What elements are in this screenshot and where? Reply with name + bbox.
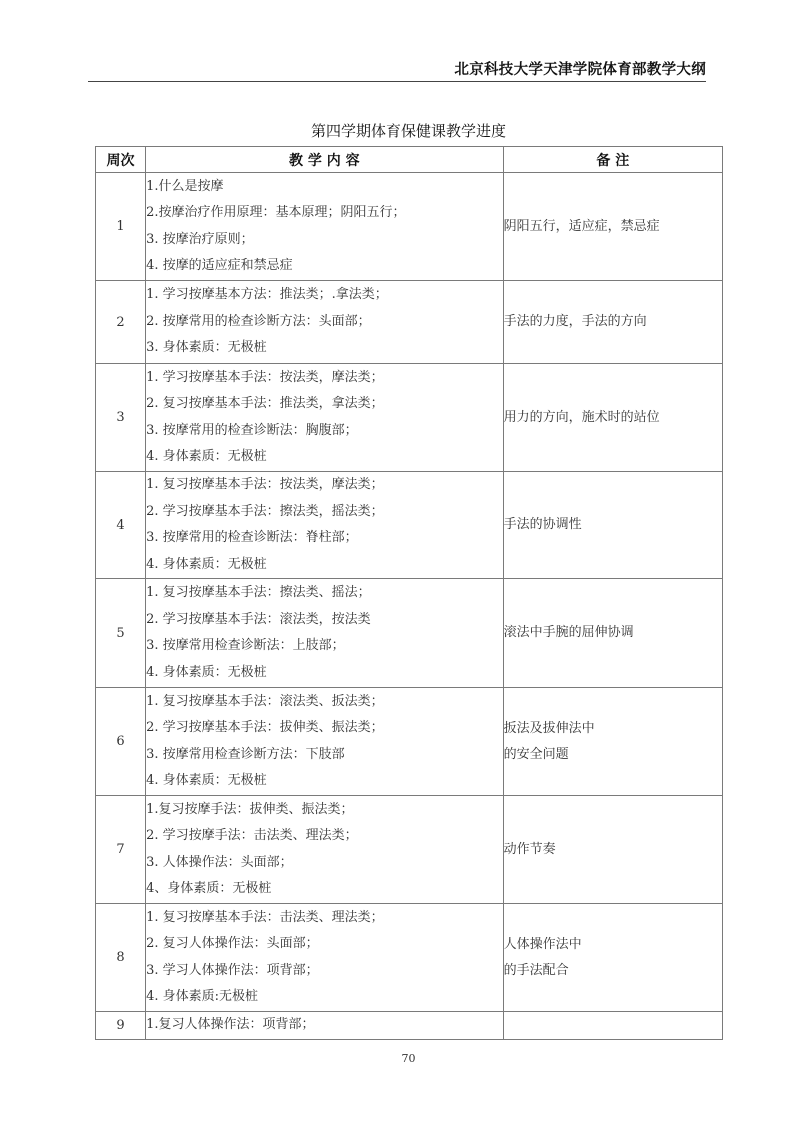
teaching-content xyxy=(146,579,504,688)
note-line: 动作节奏 xyxy=(503,841,556,857)
content-item: 4、身体素质：无极桩 xyxy=(146,881,272,896)
content-item: 1. 复习按摩基本手法：按法类，摩法类； xyxy=(146,477,384,492)
note-line: 滚法中手腕的屈伸协调 xyxy=(503,625,634,640)
content-item: 4. 身体素质：无极桩 xyxy=(146,556,267,572)
teaching-content xyxy=(146,281,504,364)
week-number: 9 xyxy=(96,1012,146,1040)
table-header-row xyxy=(96,147,723,173)
header-rule xyxy=(88,81,706,82)
note xyxy=(503,281,722,364)
week-number: 3 xyxy=(96,364,146,472)
content-item: 3. 按摩常用检查诊断法：上肢部； xyxy=(146,638,345,653)
content-item: 1. 学习按摩基本方法：推法类；.拿法类； xyxy=(146,287,388,303)
content-item: 2.按摩治疗作用原理：基本原理；阴阳五行； xyxy=(146,205,406,220)
content-item: 1. 学习按摩基本手法：按法类，摩法类； xyxy=(146,369,384,385)
content-item: 4. 身体素质：无极桩 xyxy=(146,664,267,680)
note-line: 手法的协调性 xyxy=(503,517,582,532)
note xyxy=(503,688,722,796)
note-line: 手法的力度，手法的方向 xyxy=(503,314,647,329)
note-line: 人体操作法中 xyxy=(503,936,582,952)
content-item: 1. 复习按摩基本手法：滚法类、扳法类； xyxy=(146,693,384,709)
note-line: 阴阳五行，适应症，禁忌症 xyxy=(503,218,660,234)
table-row xyxy=(96,364,723,472)
table-row xyxy=(96,579,723,688)
teaching-content xyxy=(146,1012,504,1040)
content-item: 4. 身体素质：无极桩 xyxy=(146,773,267,788)
content-item: 4. 身体素质:无极桩 xyxy=(146,989,258,1004)
week-number: 1 xyxy=(96,173,146,281)
content-item: 2. 学习按摩基本手法：擦法类，摇法类； xyxy=(146,503,384,519)
note xyxy=(503,796,722,904)
content-item: 1. 复习按摩基本手法：击法类、理法类； xyxy=(146,909,384,925)
week-number: 2 xyxy=(96,281,146,364)
week-number: 8 xyxy=(96,904,146,1012)
content-item: 3. 身体素质：无极桩 xyxy=(146,340,267,356)
content-item: 3. 按摩常用的检查诊断法：脊柱部； xyxy=(146,530,358,545)
header-note: 备 注 xyxy=(503,147,722,173)
content-item: 3. 按摩治疗原则； xyxy=(146,231,254,247)
note-line: 的手法配合 xyxy=(503,962,569,978)
week-number: 5 xyxy=(96,579,146,688)
content-item: 3. 学习人体操作法：项背部； xyxy=(146,962,319,978)
content-item: 2. 学习按摩基本手法：拔伸类、振法类； xyxy=(146,720,384,735)
header-week: 周次 xyxy=(96,147,146,173)
content-item: 1.复习按摩手法：拔伸类、振法类； xyxy=(146,801,354,817)
note-line: 扳法及拔伸法中 xyxy=(503,720,595,736)
content-item: 2. 复习人体操作法：头面部； xyxy=(146,936,319,951)
table-row xyxy=(96,472,723,579)
content-item: 1. 复习按摩基本手法：擦法类、摇法； xyxy=(146,585,371,600)
note xyxy=(503,173,722,281)
content-item: 1.复习人体操作法：项背部； xyxy=(146,1017,315,1032)
table-row xyxy=(96,688,723,796)
table-row xyxy=(96,904,723,1012)
table-row xyxy=(96,1012,723,1040)
teaching-content xyxy=(146,796,504,904)
content-item: 3. 按摩常用的检查诊断法：胸腹部； xyxy=(146,422,358,438)
note xyxy=(503,579,722,688)
content-item: 3. 人体操作法：头面部； xyxy=(146,854,293,870)
teaching-schedule-table xyxy=(95,146,723,1040)
week-number: 7 xyxy=(96,796,146,904)
page-number: 70 xyxy=(401,1052,416,1065)
note xyxy=(503,1012,722,1040)
table-row xyxy=(96,281,723,364)
teaching-content xyxy=(146,173,504,281)
content-item: 2. 学习按摩手法：击法类、理法类； xyxy=(146,828,358,843)
content-item: 4. 按摩的适应症和禁忌症 xyxy=(146,258,293,273)
table-row xyxy=(96,173,723,281)
teaching-content xyxy=(146,688,504,796)
content-item: 4. 身体素质：无极桩 xyxy=(146,449,267,464)
table-body xyxy=(96,173,723,1040)
teaching-content xyxy=(146,904,504,1012)
note-line: 用力的方向，施术时的站位 xyxy=(503,409,660,425)
table-row xyxy=(96,796,723,904)
content-item: 2. 复习按摩基本手法：推法类，拿法类； xyxy=(146,396,384,411)
content-item: 1.什么是按摩 xyxy=(146,178,224,194)
week-number: 6 xyxy=(96,688,146,796)
teaching-content xyxy=(146,472,504,579)
page-title: 第四学期体育保健课教学进度 xyxy=(310,122,506,140)
week-number: 4 xyxy=(96,472,146,579)
note xyxy=(503,472,722,579)
note-line: 的安全问题 xyxy=(503,746,569,762)
content-item: 2. 学习按摩基本手法：滚法类，按法类 xyxy=(146,611,371,627)
header-content: 教 学 内 容 xyxy=(146,147,504,173)
note xyxy=(503,364,722,472)
running-header: 北京科技大学天津学院体育部教学大纲 xyxy=(454,62,706,78)
teaching-content xyxy=(146,364,504,472)
content-item: 3. 按摩常用检查诊断方法：下肢部 xyxy=(146,746,345,762)
content-item: 2. 按摩常用的检查诊断方法：头面部； xyxy=(146,313,371,329)
note xyxy=(503,904,722,1012)
